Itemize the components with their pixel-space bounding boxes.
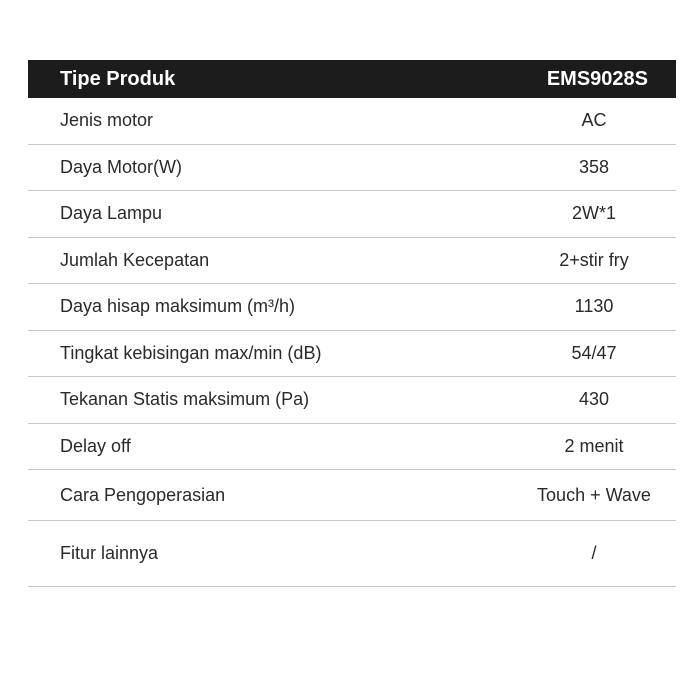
row-label: Daya Motor(W)	[60, 156, 183, 177]
row-value: 358	[578, 156, 610, 177]
row-label: Tingkat kebisingan max/min (dB)	[60, 342, 322, 363]
table-row	[28, 377, 676, 424]
table-row	[28, 284, 676, 331]
row-value: 1130	[574, 296, 614, 317]
table-row	[28, 238, 676, 285]
row-label: Jumlah Kecepatan	[60, 249, 210, 270]
row-value: AC	[581, 110, 607, 131]
table-row	[28, 470, 676, 521]
table-row	[28, 331, 676, 378]
row-value: 2+stir fry	[559, 249, 629, 270]
row-value: 54/47	[571, 342, 617, 363]
header-value: EMS9028S	[546, 67, 648, 90]
row-value: Touch + Wave	[537, 484, 651, 505]
row-label: Tekanan Statis maksimum (Pa)	[60, 389, 310, 410]
spec-table	[28, 60, 676, 587]
row-label: Jenis motor	[60, 110, 154, 131]
row-label: Cara Pengoperasian	[60, 484, 226, 505]
row-value: 2W*1	[571, 203, 616, 224]
table-row	[28, 191, 676, 238]
row-label: Daya hisap maksimum (m³/h)	[60, 296, 296, 317]
table-header	[28, 60, 676, 98]
table-row	[28, 424, 676, 471]
table-row	[28, 521, 676, 587]
row-value: 430	[578, 389, 610, 410]
row-label: Daya Lampu	[60, 203, 163, 224]
table-row	[28, 98, 676, 145]
row-value: /	[591, 543, 597, 563]
header-label: Tipe Produk	[60, 67, 176, 90]
row-value: 2 menit	[564, 435, 624, 456]
row-label: Delay off	[60, 435, 131, 456]
table-row	[28, 145, 676, 192]
row-label: Fitur lainnya	[60, 543, 159, 563]
